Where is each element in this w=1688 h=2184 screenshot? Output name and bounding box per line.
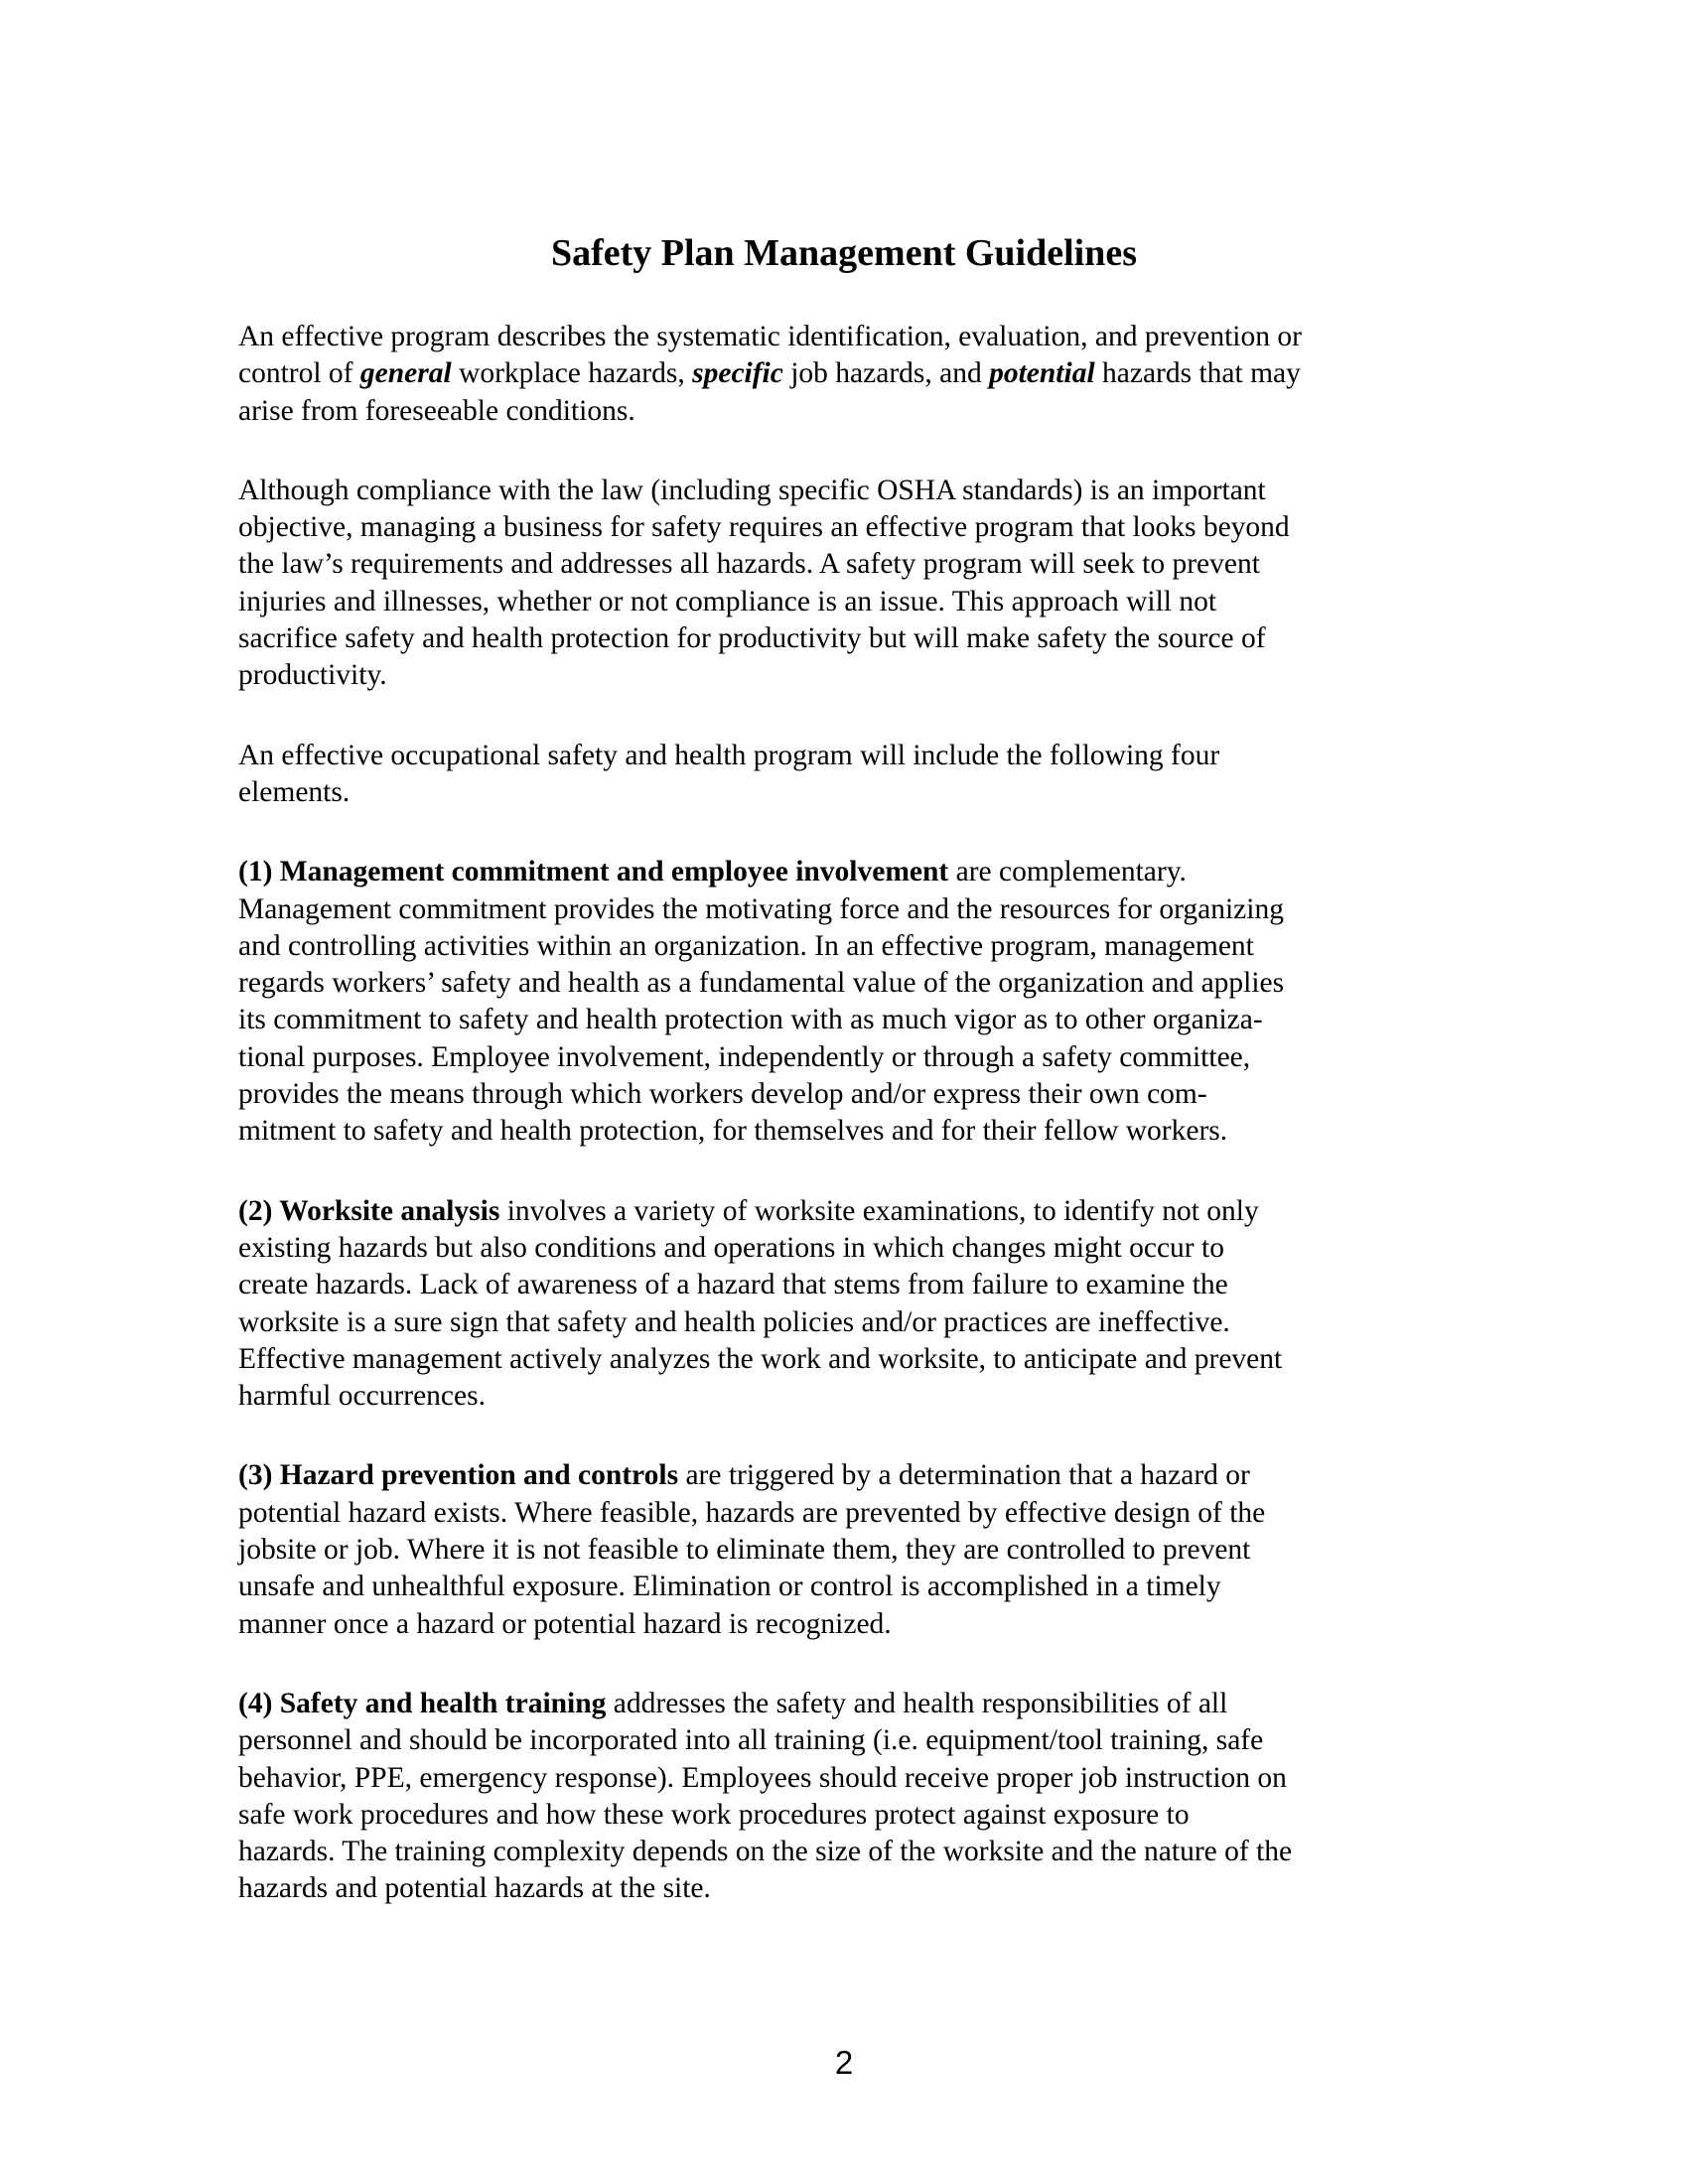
text-line: [238, 1039, 1454, 1076]
text-segment: An effective program describes the systematic identification, evaluation, and prevention or: [238, 321, 1302, 352]
text-segment: job hazards, and: [782, 357, 990, 390]
text-line: [238, 1569, 1454, 1605]
text-segment: Effective management actively analyzes the work and worksite, to anticipate and prevent: [238, 1342, 1283, 1375]
text-line: [238, 738, 1454, 774]
text-line: [238, 1304, 1454, 1341]
text-line: [238, 473, 1454, 509]
text-line: [238, 1230, 1454, 1267]
text-line: [238, 355, 1454, 392]
text-segment: its commitment to safety and health protection with as much vigor as to other organiza-: [238, 1004, 1263, 1036]
paragraph: [238, 1686, 1454, 1908]
text-line: [238, 1722, 1454, 1759]
text-segment: sacrifice safety and health protection for productivity but will make safety the source of: [238, 622, 1266, 655]
text-segment: regards workers’ safety and health as a fundamental value of the organization and applies: [238, 967, 1285, 1000]
text-line: [238, 1870, 1454, 1907]
text-segment: hazards that may: [1094, 357, 1301, 390]
paragraph: [238, 1457, 1454, 1642]
text-segment: (2) Worksite analysis: [238, 1194, 500, 1227]
text-line: [238, 1532, 1454, 1569]
text-segment: hazards. The training complexity depends on the size of the worksite and the nature of the: [238, 1836, 1293, 1868]
text-segment: (4) Safety and health training: [238, 1687, 607, 1719]
text-segment: existing hazards but also conditions and operations in which changes might occur to: [238, 1231, 1224, 1264]
text-segment: create hazards. Lack of awareness of a hazard that stems from failure to examine the: [238, 1269, 1228, 1301]
text-segment: arise from foreseeable conditions.: [238, 394, 635, 427]
text-segment: Although compliance with the law (including specific OSHA standards) is an important: [238, 474, 1266, 506]
document-body: [238, 319, 1454, 1951]
text-segment: addresses the safety and health responsibilities of all: [606, 1687, 1228, 1719]
text-segment: (3) Hazard prevention and controls: [238, 1459, 679, 1492]
text-segment: are complementary.: [948, 856, 1187, 888]
text-line: [238, 1686, 1454, 1722]
text-line: [238, 1834, 1454, 1870]
text-segment: workplace hazards,: [451, 357, 693, 390]
text-segment: specific: [692, 357, 783, 390]
text-line: [238, 1341, 1454, 1378]
paragraph: [238, 473, 1454, 695]
page-number: 2: [834, 2044, 854, 2081]
text-line: [238, 1113, 1454, 1150]
text-line: [238, 1495, 1454, 1532]
text-line: [238, 620, 1454, 657]
text-segment: injuries and illnesses, whether or not compliance is an issue. This approach will not: [238, 585, 1217, 617]
text-segment: general: [359, 357, 452, 390]
text-segment: mitment to safety and health protection, for themselves and for their fellow workers.: [238, 1115, 1228, 1148]
text-segment: and controlling activities within an organization. In an effective program, management: [238, 929, 1254, 962]
text-segment: (1) Management commitment and employee involvement: [238, 856, 949, 888]
text-line: [238, 891, 1454, 928]
text-segment: unsafe and unhealthful exposure. Elimination or control is accomplished in a timely: [238, 1570, 1221, 1603]
text-line: [238, 774, 1454, 811]
text-line: [238, 1378, 1454, 1415]
text-segment: safe work procedures and how these work procedures protect against exposure to: [238, 1798, 1190, 1831]
text-segment: elements.: [238, 775, 351, 808]
text-line: [238, 546, 1454, 583]
text-line: [238, 928, 1454, 965]
text-line: [238, 1267, 1454, 1303]
text-segment: potential: [989, 357, 1095, 390]
text-line: [238, 1606, 1454, 1643]
text-segment: hazards and potential hazards at the site.: [238, 1872, 711, 1905]
text-segment: behavior, PPE, emergency response). Employees should receive proper job instruction on: [238, 1761, 1287, 1794]
text-line: [238, 1002, 1454, 1038]
text-line: [238, 1193, 1454, 1230]
text-segment: harmful occurrences.: [238, 1380, 486, 1413]
text-line: [238, 584, 1454, 620]
text-segment: the law’s requirements and addresses all hazards. A safety program will seek to prevent: [238, 548, 1260, 581]
text-segment: tional purposes. Employee involvement, independently or through a safety committee,: [238, 1040, 1251, 1073]
paragraph: [238, 854, 1454, 1150]
paragraph: [238, 1193, 1454, 1416]
paragraph: [238, 738, 1454, 812]
text-segment: jobsite or job. Where it is not feasible to eliminate them, they are controlled to prevent: [238, 1534, 1251, 1567]
text-line: [238, 1760, 1454, 1797]
text-line: [238, 1457, 1454, 1494]
text-line: [238, 965, 1454, 1002]
text-line: [238, 1076, 1454, 1113]
text-line: [238, 854, 1454, 890]
paragraph: [238, 319, 1454, 430]
document-title: Safety Plan Management Guidelines: [550, 232, 1138, 274]
text-segment: worksite is a sure sign that safety and health policies and/or practices are ineffective.: [238, 1305, 1230, 1338]
text-segment: productivity.: [238, 659, 387, 692]
text-segment: are triggered by a determination that a hazard or: [678, 1459, 1250, 1492]
text-segment: objective, managing a business for safety requires an effective program that looks beyond: [238, 511, 1290, 544]
text-segment: Management commitment provides the motivating force and the resources for organizing: [238, 892, 1284, 925]
text-segment: manner once a hazard or potential hazard is recognized.: [238, 1607, 892, 1640]
text-line: [238, 657, 1454, 694]
text-segment: involves a variety of worksite examinations, to identify not only: [499, 1194, 1259, 1227]
text-line: [238, 319, 1454, 355]
text-line: [238, 393, 1454, 430]
text-line: [238, 1797, 1454, 1834]
text-line: [238, 509, 1454, 546]
text-segment: An effective occupational safety and health program will include the following four: [238, 739, 1220, 771]
text-segment: potential hazard exists. Where feasible, hazards are prevented by effective design of the: [238, 1496, 1266, 1529]
text-segment: personnel and should be incorporated into all training (i.e. equipment/tool training, safe: [238, 1724, 1264, 1757]
text-segment: control of: [238, 357, 360, 390]
text-segment: provides the means through which workers develop and/or express their own com-: [238, 1078, 1207, 1111]
